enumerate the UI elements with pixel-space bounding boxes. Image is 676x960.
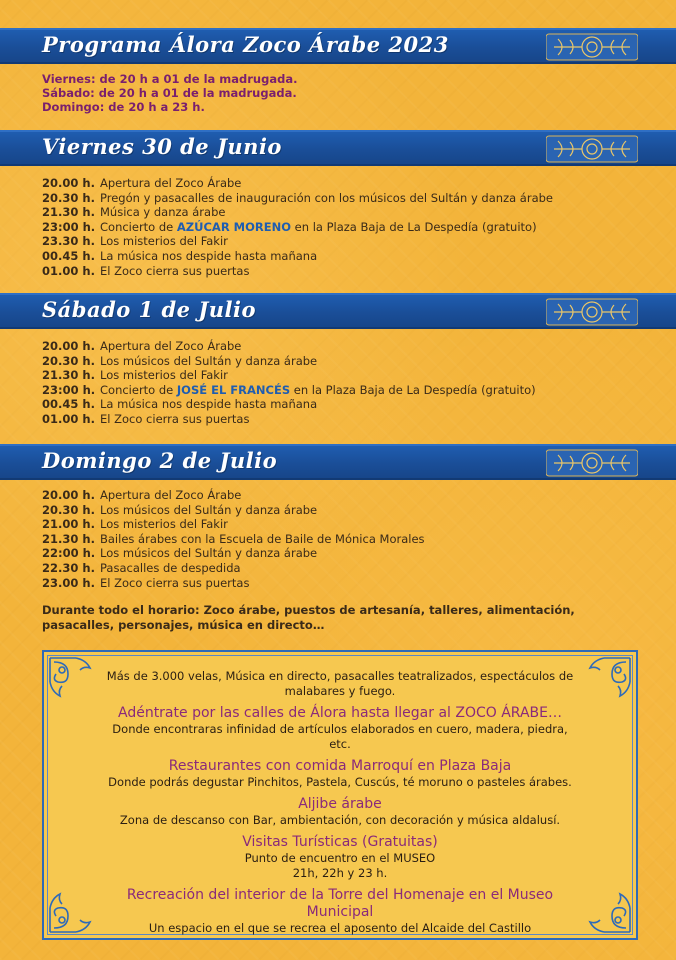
- row-text: [100, 383, 536, 398]
- saturday-title: Sábado 1 de Julio: [42, 297, 257, 322]
- row-time: 20.30 h.: [42, 502, 95, 517]
- info-text: 21h, 22h y 23 h.: [292, 866, 388, 880]
- row-time: 22:00 h.: [42, 546, 96, 561]
- schedule-row: [42, 339, 536, 354]
- row-time: 21.30 h.: [42, 368, 95, 383]
- schedule-row: [42, 383, 536, 398]
- schedule-row: [42, 546, 425, 561]
- row-time: 23:00 h.: [42, 219, 96, 234]
- row-text-pre: Concierto de: [100, 219, 177, 234]
- schedule-row: [42, 488, 425, 503]
- row-text: Los misterios del Fakir: [100, 234, 228, 249]
- artist-highlight: JOSÉ EL FRANCÉS: [176, 382, 291, 397]
- corner-ornament-icon: [578, 890, 634, 936]
- row-text-post: en la Plaza Baja de La Despedía (gratuito): [291, 219, 537, 234]
- corner-ornament-icon: [46, 654, 102, 700]
- row-time: 01.00 h.: [42, 411, 95, 426]
- info-content: [104, 669, 576, 936]
- info-text: Donde podrás degustar Pinchitos, Pastela, Cuscús, té moruno o pasteles árabes.: [108, 775, 572, 789]
- ornament-icon: [546, 31, 638, 63]
- schedule-row: [42, 517, 425, 532]
- row-time: 23.00 h.: [42, 575, 95, 590]
- info-text: Donde encontraras infinidad de artículos elaborados en cuero, madera, piedra, etc.: [112, 722, 568, 751]
- schedule-row: [42, 220, 553, 235]
- schedule-row: [42, 532, 425, 547]
- row-text: La música nos despide hasta mañana: [100, 397, 318, 412]
- sunday-banner: [0, 444, 676, 480]
- row-text: Apertura del Zoco Árabe: [100, 176, 242, 190]
- row-text: Apertura del Zoco Árabe: [100, 488, 242, 502]
- row-time: 20.00 h.: [42, 488, 95, 502]
- row-text-post: en la Plaza Baja de La Despedía (gratuito): [290, 382, 536, 397]
- row-text: Pregón y pasacalles de inauguración con los músicos del Sultán y danza árabe: [100, 190, 554, 205]
- all-day-note: Durante todo el horario: Zoco árabe, puestos de artesanía, talleres, alimentación, pasacalles, personajes, música en directo…: [42, 603, 575, 632]
- schedule-row: [42, 249, 553, 264]
- row-text: Pasacalles de despedida: [100, 560, 241, 575]
- row-text: [100, 220, 537, 235]
- schedule-row: [42, 234, 553, 249]
- row-time: 01.00 h.: [42, 263, 95, 278]
- row-time: 20.30 h.: [42, 353, 95, 368]
- row-text-pre: Concierto de: [100, 382, 177, 397]
- info-intro: Más de 3.000 velas, Música en directo, pasacalles teatralizados, espectáculos de malabares y fuego.: [106, 669, 574, 698]
- row-time: 21.30 h.: [42, 531, 95, 546]
- row-time: 23:00 h.: [42, 382, 96, 397]
- row-time: 21.00 h.: [42, 517, 95, 532]
- row-text: El Zoco cierra sus puertas: [100, 263, 250, 278]
- schedule-row: [42, 576, 425, 591]
- info-text: Punto de encuentro en el MUSEO: [244, 851, 436, 865]
- corner-ornament-icon: [578, 654, 634, 700]
- hours-line: Viernes: de 20 h a 01 de la madrugada.: [42, 72, 298, 86]
- schedule-row: [42, 412, 536, 427]
- corner-ornament-icon: [46, 890, 102, 936]
- row-time: 21.30 h.: [42, 205, 95, 220]
- sunday-title: Domingo 2 de Julio: [42, 448, 278, 473]
- ornament-icon: [546, 447, 638, 479]
- row-time: 20.00 h.: [42, 339, 95, 353]
- hours-line: Sábado: de 20 h a 01 de la madrugada.: [42, 86, 297, 100]
- schedule-row: [42, 397, 536, 412]
- row-time: 20.30 h.: [42, 190, 95, 205]
- schedule-row: [42, 264, 553, 279]
- friday-schedule: [42, 176, 553, 278]
- ornament-icon: [546, 133, 638, 165]
- row-text: Los misterios del Fakir: [100, 517, 228, 532]
- ornament-icon: [546, 296, 638, 328]
- program-banner: [0, 28, 676, 64]
- saturday-banner: [0, 293, 676, 329]
- row-text: Bailes árabes con la Escuela de Baile de Mónica Morales: [100, 531, 425, 546]
- row-text: Apertura del Zoco Árabe: [100, 339, 242, 353]
- schedule-row: [42, 561, 425, 576]
- row-text: El Zoco cierra sus puertas: [100, 575, 250, 590]
- row-text: Los músicos del Sultán y danza árabe: [100, 502, 318, 517]
- schedule-row: [42, 354, 536, 369]
- row-text: Los misterios del Fakir: [100, 368, 228, 383]
- info-heading-visits: Visitas Turísticas (Gratuitas): [242, 834, 438, 850]
- info-heading-zoco: Adéntrate por las calles de Álora hasta llegar al ZOCO ÁRABE…: [117, 705, 562, 721]
- friday-banner: [0, 130, 676, 166]
- hours-line: Domingo: de 20 h a 23 h.: [42, 100, 205, 114]
- schedule-row: [42, 191, 553, 206]
- opening-hours: [42, 72, 297, 114]
- row-time: 00.45 h.: [42, 248, 95, 263]
- artist-highlight: AZÚCAR MORENO: [176, 219, 292, 234]
- program-title: Programa Álora Zoco Árabe 2023: [42, 32, 449, 57]
- schedule-row: [42, 176, 553, 191]
- row-text: La música nos despide hasta mañana: [100, 248, 318, 263]
- row-time: 22.30 h.: [42, 560, 95, 575]
- row-time: 23.30 h.: [42, 234, 95, 249]
- schedule-row: [42, 205, 553, 220]
- row-text: El Zoco cierra sus puertas: [100, 411, 250, 426]
- row-text: Música y danza árabe: [100, 205, 226, 220]
- friday-title: Viernes 30 de Junio: [42, 134, 282, 159]
- row-time: 20.00 h.: [42, 176, 95, 190]
- info-box: [42, 650, 638, 940]
- saturday-schedule: [42, 339, 536, 427]
- info-heading-aljibe: Aljibe árabe: [298, 796, 382, 812]
- schedule-row: [42, 368, 536, 383]
- row-text: Los músicos del Sultán y danza árabe: [100, 353, 318, 368]
- info-heading-restaurants: Restaurantes con comida Marroquí en Plaza Baja: [168, 758, 512, 774]
- info-text: Un espacio en el que se recrea el aposento del Alcaide del Castillo: [148, 921, 532, 935]
- row-text: Los músicos del Sultán y danza árabe: [100, 546, 318, 561]
- info-text: Zona de descanso con Bar, ambientación, con decoración y música aldalusí.: [119, 813, 561, 827]
- schedule-row: [42, 503, 425, 518]
- row-time: 00.45 h.: [42, 397, 95, 412]
- info-heading-tower: Recreación del interior de la Torre del Homenaje en el Museo Municipal: [126, 887, 554, 920]
- sunday-schedule: [42, 488, 425, 590]
